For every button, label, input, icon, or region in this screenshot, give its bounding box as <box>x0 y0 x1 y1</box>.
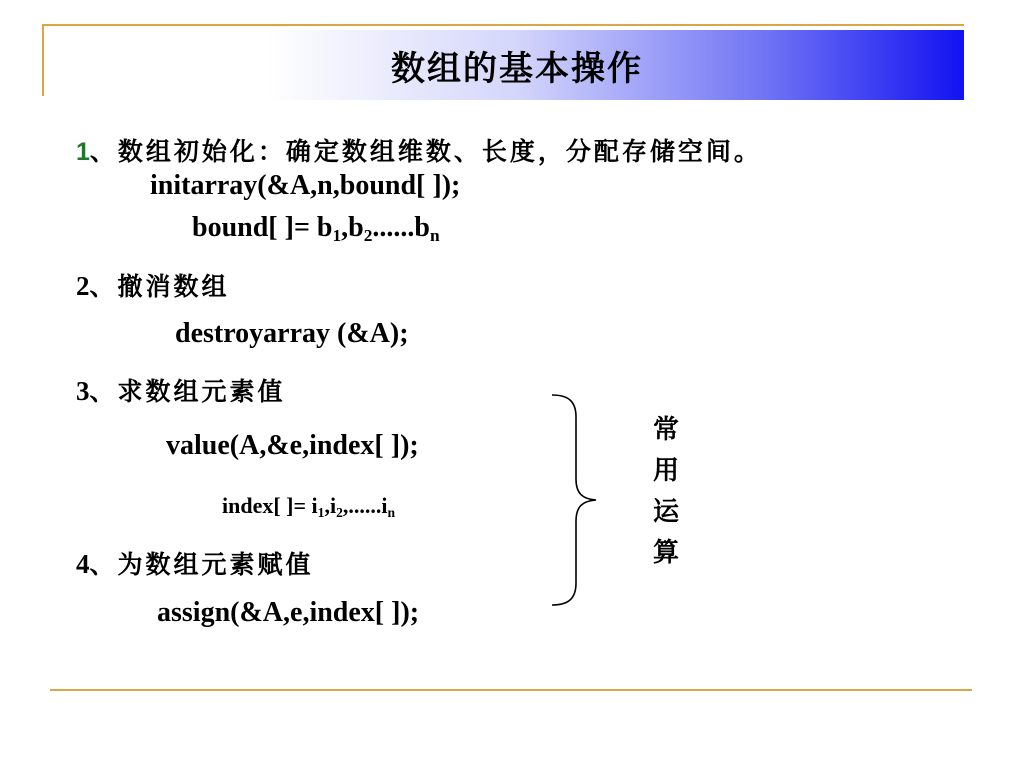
item-3-code2-prefix: index[ ]= i <box>222 493 318 518</box>
item-3-code2-sub1: 1 <box>317 504 325 520</box>
title-frame-left <box>42 24 44 96</box>
item-1-code-line-1: initarray(&A,n,bound[ ]); <box>150 170 461 201</box>
item-1-code2-sub2: 2 <box>363 225 373 245</box>
item-1-code2-subn: n <box>430 225 440 245</box>
item-1-number: 1 <box>76 138 90 166</box>
item-4-number: 4 <box>76 549 90 579</box>
item-3-code2-mid: ,......i <box>342 493 388 518</box>
title-bar <box>70 30 964 100</box>
brace-label-char-3: 运 <box>652 497 679 527</box>
item-2-number: 2 <box>76 271 90 301</box>
item-3-text: 、求数组元素值 <box>89 377 286 406</box>
right-brace <box>548 393 608 607</box>
item-3-number: 3 <box>76 376 90 406</box>
title-frame-top <box>42 24 964 26</box>
brace-label <box>646 410 686 574</box>
item-2-heading <box>76 267 230 303</box>
brace-label-char-2: 用 <box>652 456 679 486</box>
brace-label-char-1: 常 <box>652 415 679 445</box>
item-1-heading <box>76 132 762 168</box>
bottom-divider <box>50 689 972 691</box>
item-4-heading <box>76 545 314 581</box>
item-3-code2-sub2: 2 <box>336 504 343 520</box>
item-3-code2-subn: n <box>387 504 396 520</box>
item-2-text: 、撤消数组 <box>89 272 230 301</box>
item-4-text: 、为数组元素赋值 <box>89 550 314 579</box>
slide-title: 数组的基本操作 <box>391 48 643 89</box>
item-1-code2-prefix: bound[ ]= b <box>192 212 333 243</box>
item-1-text: 、数组初始化：确定数组维数、长度，分配存储空间。 <box>89 137 762 166</box>
item-4-code-line-1: assign(&A,e,index[ ]); <box>157 597 420 628</box>
item-3-code2-sep1: ,i <box>324 493 337 518</box>
item-1-code2-mid: ......b <box>372 212 430 243</box>
brace-label-char-4: 算 <box>652 538 679 568</box>
item-1-code2-sep1: ,b <box>341 212 364 243</box>
item-3-code-line-1: value(A,&e,index[ ]); <box>166 430 419 461</box>
item-3-heading <box>76 372 286 408</box>
item-1-code2-sub1: 1 <box>332 225 342 245</box>
item-2-code-line-1: destroyarray (&A); <box>175 318 409 349</box>
item-3-code-line-2 <box>222 493 395 519</box>
item-1-code-line-2 <box>192 212 440 244</box>
